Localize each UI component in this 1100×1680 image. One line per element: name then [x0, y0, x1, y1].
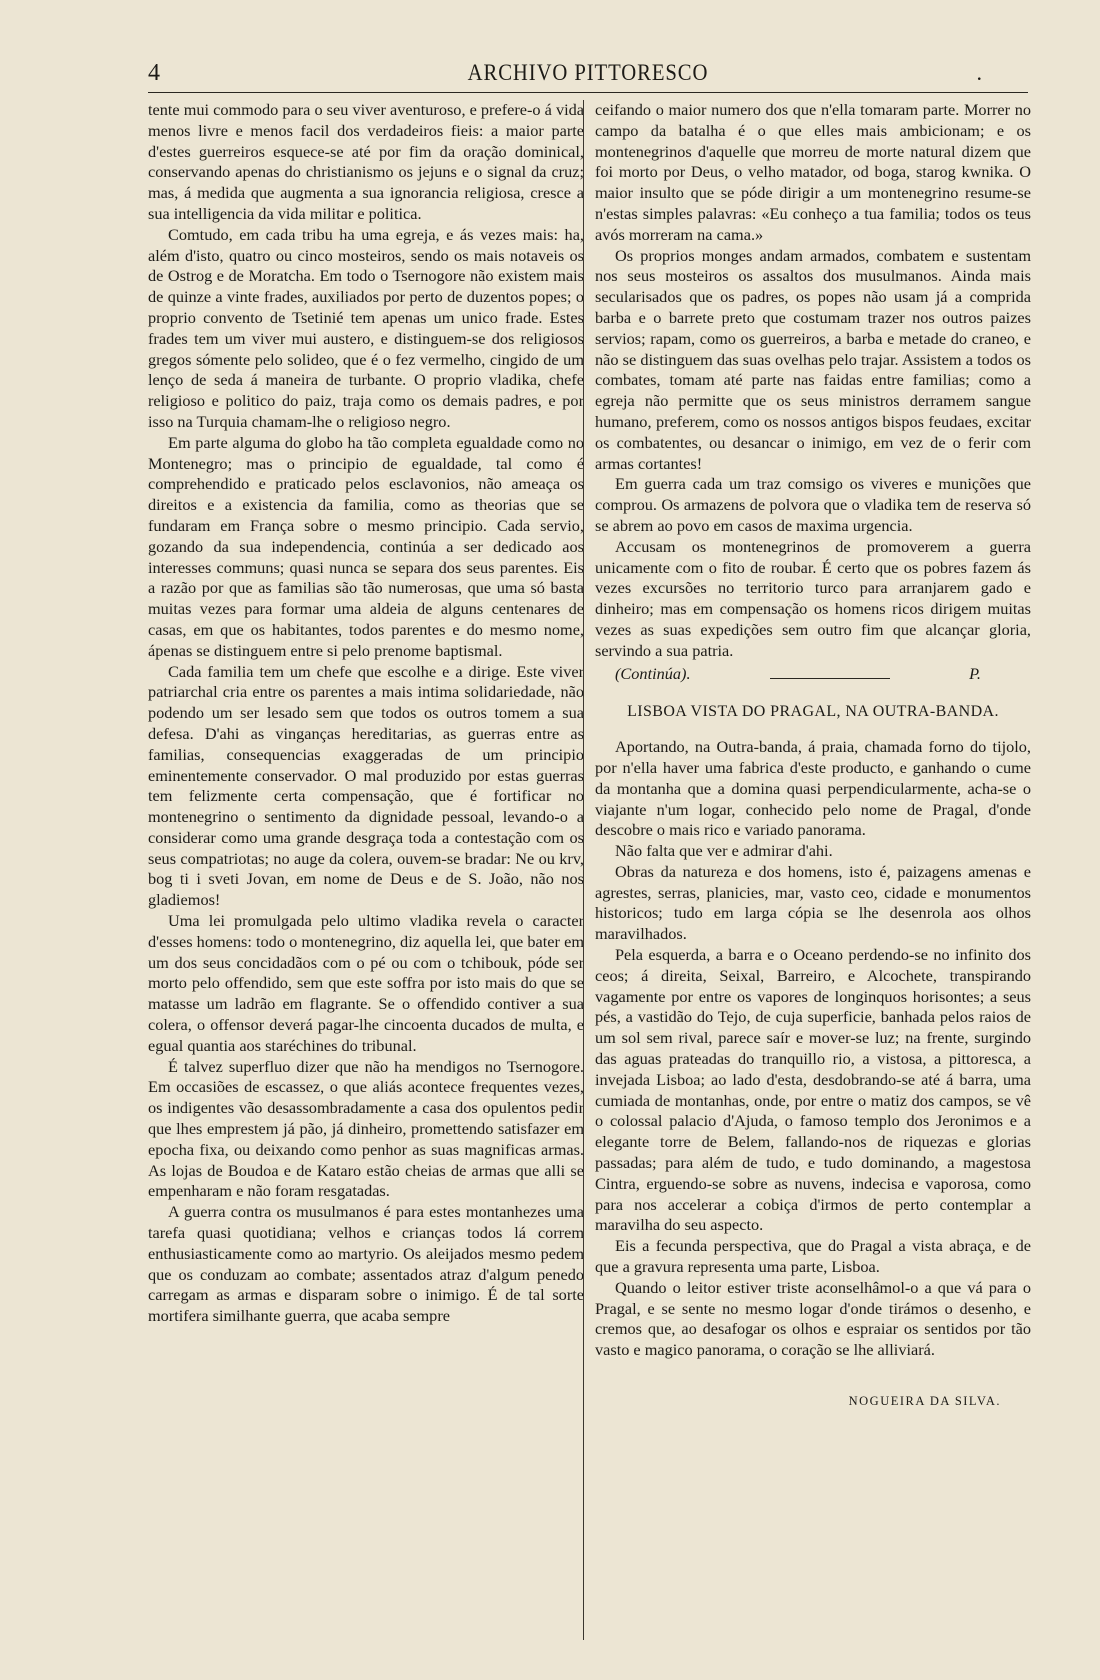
paragraph: tente mui commodo para o seu viver aventuroso, e prefere-o á vida menos livre e menos facil dos verdadeiros fieis: a maior parte d'estes guerreiros esquece-se até por fim da oração dominical, conservando apenas do christianismo os jejuns e o signal da cruz; mas, á medida que augmenta a sua ignorancia religiosa, cresce a sua intelligencia da vida militar e politica. [148, 100, 584, 223]
paragraph: Comtudo, em cada tribu ha uma egreja, e ás vezes mais: ha, além d'isto, quatro ou cinco mosteiros, sendo os mais notaveis os de Ostrog e de Moratcha. Em todo o Tsernogore não existem mais de quinze a vinte frades, auxiliados por perto de duzentos popes; o proprio convento de Tsetinié tem apenas um unico frade. Estes frades tem um viver mui austero, e distinguem-se dos religiosos gregos sómente pelo solideo, que é o fez vermelho, cingido de um lenço de seda á maneira de turbante. O proprio vladika, chefe religioso e politico do paiz, traja como os demais padres, e por isso na Turquia chamam-lhe o religioso negro. [148, 224, 584, 431]
column-divider [583, 100, 584, 1640]
paragraph: Em guerra cada um traz comsigo os viveres e munições que comprou. Os armazens de polvora que o vladika tem de reserva só se abrem ao povo em casos de maxima urgencia. [595, 474, 1031, 535]
paragraph: Aportando, na Outra-banda, á praia, chamada forno do tijolo, por n'ella haver uma fabrica d'este producto, e ganhando o cume da montanha que a domina quasi perpendicularmente, acha-se o viajante n'um logar, conhecido pelo nome de Pragal, d'onde descobre o mais rico e variado panorama. [595, 737, 1031, 840]
paragraph: Em parte alguma do globo ha tão completa egualdade como no Montenegro; mas o principio de egualdade, tal como é comprehendido e praticado pelos esclavonios, não ameaça os direitos e a existencia da familia, como as theorias que se fundaram em França sobre o mesmo principio. Cada servio, gozando da sua independencia, continúa a ser dedicado aos interesses communs; quasi nunca se separa dos seus parentes. Eis a razão por que as familias são tão numerosas, que uma só basta muitas vezes para formar uma aldeia de alguns centenares de casas, em que os habitantes, todos parentes e do mesmo nome, ápenas se distinguem entre si pelo prenome baptismal. [148, 432, 584, 660]
right-column [595, 100, 1031, 1412]
author-initial: P. [969, 663, 981, 683]
paragraph: É talvez superfluo dizer que não ha mendigos no Tsernogore. Em occasiões de escassez, o que aliás acontece frequentes vezes, os indigentes vão desassombradamente a casa dos opulentos pedir que lhes emprestem já pão, já dinheiro, promettendo satisfazer em epocha fixa, ou deixando como penhor as suas magnificas armas. As lojas de Boudoa e de Kataro estão cheias de armas que alli se empenharam e não foram resgatadas. [148, 1056, 584, 1201]
paragraph: Eis a fecunda perspectiva, que do Pragal a vista abraça, e de que a gravura representa uma parte, Lisboa. [595, 1236, 1031, 1277]
end-rule [770, 668, 890, 679]
paragraph: Não falta que ver e admirar d'ahi. [615, 841, 833, 861]
paragraph: Obras da natureza e dos homens, isto é, paizagens amenas e agrestes, serras, planicies, mar, vasto ceo, cidade e monumentos historicos; tudo em larga cópia se lhe desenrola aos olhos maravilhados. [595, 861, 1031, 944]
paragraph: Uma lei promulgada pelo ultimo vladika revela o caracter d'esses homens: todo o montenegrino, diz aquella lei, que bater em um dos seus concidadãos com o pé ou com o tchibouk, póde ser morto pelo offendido, sem que este soffra por isto mais do que se matasse um ladrão em flagrante. Se o offendido contiver a sua colera, o offensor deverá pagar-lhe cincoenta ducados de multa, e egual quantia aos staréchines do tribunal. [148, 911, 584, 1055]
signature: NOGUEIRA DA SILVA. [848, 1394, 1001, 1409]
paragraph: A guerra contra os musulmanos é para estes montanhezes uma tarefa quasi quotidiana; velhos e crianças todos lá correm enthusiasticamente como ao martyrio. Os aleijados mesmo pedem que os conduzam ao combate; assentados atraz d'algum penedo carregam as armas e disparam sobre o inimigo. É de tal sorte mortifera similhante guerra, que acaba sempre [148, 1202, 584, 1326]
continua-note: (Continúa). [615, 663, 691, 683]
page-number: 4 [148, 60, 160, 86]
header-dot: . [976, 60, 982, 85]
paragraph: Pela esquerda, a barra e o Oceano perdendo-se no infinito dos ceos; á direita, Seixal, Barreiro, e Alcochete, transpirando vagamente por entre os vapores de longinquos horisontes; a seus pés, a vastidão do Tejo, de cuja superficie, banhada pelos raios de um sol sem rival, parece saír e mover-se luz; na frente, surgindo das aguas prateadas do tranquillo rio, a vistosa, a pittoresca, a invejada Lisboa; ao lado d'esta, desdobrando-se até á barra, uma cumiada de montanhas, onde, por entre o matiz dos campos, se vê o colossal palacio d'Ajuda, o famoso templo dos Jeronimos e a elegante torre de Belem, fallando-nos de riquezas e glorias passadas; para além de tudo, e tudo dominando, a magestosa Cintra, erguendo-se sobre as nuvens, indecisa e vaporosa, como para nos accelerar a cobiça d'irmos de perto contemplar a maravilha do seu aspecto. [595, 945, 1031, 1235]
section-title: LISBOA VISTA DO PRAGAL, NA OUTRA-BANDA. [627, 703, 999, 721]
paragraph: Cada familia tem um chefe que escolhe e a dirige. Este viver patriarchal cria entre os parentes a mais intima solidariedade, não podendo um ser lesado sem que todos os outros tomem a sua defesa. D'ahi as vinganças hereditarias, as guerras entre as familias, consequencias exaggeradas de um principio eminentemente conservador. O mal produzido por estas guerras tem felizmente certa compensação, que é fortificar no montenegrino o sentimento da dignidade pessoal, levando-o a considerar como uma grande desgraça toda a contestação com os seus compatriotas; no auge da colera, ouvem-se bradar: Ne ou krv, bog ti i sveti Jovan, em nome de Deus e de S. João, não nos gladiemos! [148, 661, 584, 910]
left-column [148, 100, 584, 1327]
journal-title: ARCHIVO PITTORESCO [467, 60, 709, 85]
paragraph: Quando o leitor estiver triste aconselhâmol-o a que vá para o Pragal, e se sente no mesmo logar d'onde tirámos o desenho, e cremos que, ao desafogar os olhos e espraiar os sentidos por tão vasto e magico panorama, o coração se lhe alliviará. [595, 1277, 1031, 1360]
paragraph: Os proprios monges andam armados, combatem e sustentam nos seus mosteiros os assaltos dos musulmanos. Ainda mais secularisados que os padres, os popes não usam já a comprida barba e o barrete preto que costumam trazer nos outros paizes servios; rapam, como os guerreiros, a barba e metade do craneo, e não se distinguem das suas ovelhas pelo trajar. Assistem a todos os combates, tomam até parte nas faidas entre familias; como a egreja não permitte que os seus ministros derramem sangue humano, preferem, como os nossos antigos bispos feudaes, excitar os combatentes, ou desancar o inimigo, em vez de o ferir com armas cortantes! [595, 245, 1031, 473]
running-header [148, 58, 1028, 93]
paragraph: ceifando o maior numero dos que n'ella tomaram parte. Morrer no campo da batalha é o que elles mais ambicionam; e os montenegrinos d'aquelle que morreu de morte natural dizem que foi morto por Deus, o velho matador, od boga, starog kwnika. O maior insulto que se póde dirigir a um montenegrino resume-se n'estas simples palavras: «Eu conheço a tua familia; todos os teus avós morreram na cama.» [595, 100, 1031, 244]
article-end-line [595, 664, 1031, 685]
paragraph: Accusam os montenegrinos de promoverem a guerra unicamente com o fito de roubar. É certo que os pobres fazem ás vezes excursões no territorio turco para arranjarem gado e dinheiro; mas em compensação os homens ricos dirigem muitas vezes as suas expedições sem outro fim que alcançar gloria, servindo a sua patria. [595, 536, 1031, 660]
